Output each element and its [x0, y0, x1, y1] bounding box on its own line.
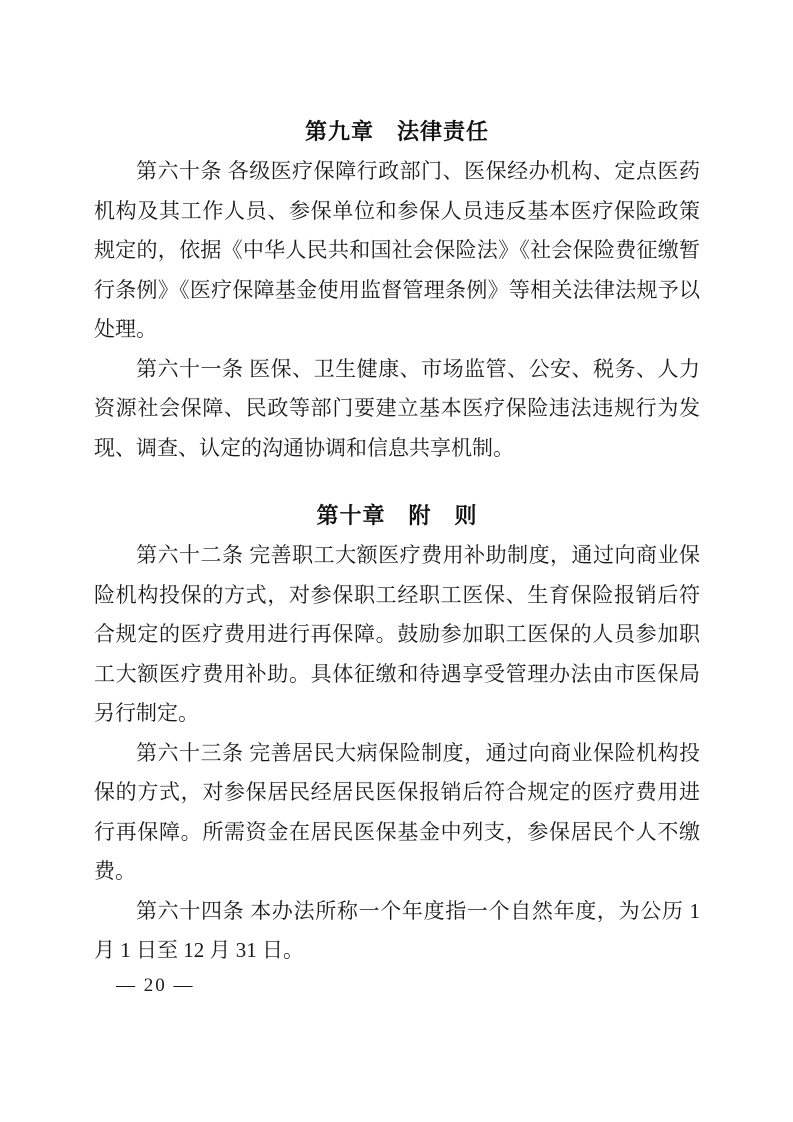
page-content: [94, 112, 700, 971]
page-number: — 20 —: [116, 975, 195, 996]
article-61-paragraph: 第六十一条 医保、卫生健康、市场监管、公安、税务、人力资源社会保障、民政等部门要建立基本医疗保险违法违规行为发现、调查、认定的沟通协调和信息共享机制。: [94, 356, 700, 460]
chapter-10-heading: 第十章 附 则: [316, 503, 478, 528]
article-60-paragraph: 第六十条 各级医疗保障行政部门、医保经办机构、定点医药机构及其工作人员、参保单位和参保人员违反基本医疗保险政策规定的，依据《中华人民共和国社会保险法》《社会保险费征缴暂行条例》《医疗保障基金使用监督管理条例》等相关法律法规予以处理。: [94, 159, 700, 341]
article-63-paragraph: 第六十三条 完善居民大病保险制度，通过向商业保险机构投保的方式，对参保居民经居民医保报销后符合规定的医疗费用进行再保障。所需资金在居民医保基金中列支，参保居民个人不缴费。: [94, 740, 700, 883]
article-62-paragraph: 第六十二条 完善职工大额医疗费用补助制度，通过向商业保险机构投保的方式，对参保职工经职工医保、生育保险报销后符合规定的医疗费用进行再保障。鼓励参加职工医保的人员参加职工大额医疗费用补助。具体征缴和待遇享受管理办法由市医保局另行制定。: [94, 543, 700, 725]
chapter-9-heading: 第九章 法律责任: [304, 119, 489, 144]
article-64-paragraph: 第六十四条 本办法所称一个年度指一个自然年度，为公历 1 月 1 日至 12 月 31 日。: [94, 898, 700, 962]
